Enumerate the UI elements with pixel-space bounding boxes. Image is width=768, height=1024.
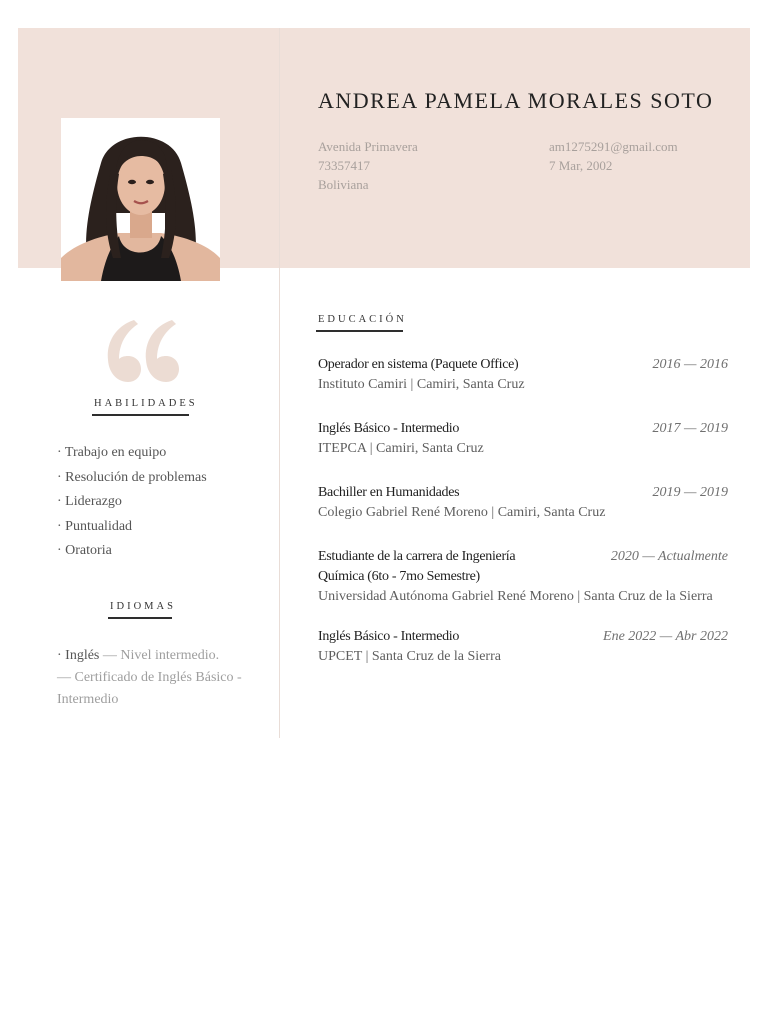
birthdate-text: 7 Mar, 2002	[549, 158, 613, 173]
education-dates: 2016 — 2016	[652, 357, 728, 372]
skills-heading-underline	[92, 414, 189, 416]
education-heading: EDUCACIÓN	[318, 314, 407, 325]
profile-photo	[61, 118, 220, 281]
education-title: Estudiante de la carrera de Ingeniería Química (6to - 7mo Semestre)	[318, 549, 516, 584]
candidate-name: ANDREA PAMELA MORALES SOTO	[318, 88, 714, 113]
portrait-illustration	[61, 118, 220, 281]
skill-item: · Trabajo en equipo	[57, 445, 167, 460]
address-text: Avenida Primavera	[318, 139, 418, 154]
skill-item: · Resolución de problemas	[57, 469, 207, 485]
education-heading-underline	[316, 330, 403, 332]
languages-heading-underline	[108, 617, 172, 619]
education-dates: 2020 — Actualmente	[610, 549, 728, 564]
language-name: · Inglés	[57, 648, 100, 663]
education-title: Inglés Básico - Intermedio	[318, 629, 460, 644]
contact-left	[318, 137, 418, 194]
education-item	[318, 355, 728, 395]
email-text: am1275291@gmail.com	[549, 139, 678, 154]
contact-right	[549, 137, 678, 175]
languages-heading: IDIOMAS	[110, 601, 176, 612]
education-institution: UPCET | Santa Cruz de la Sierra	[318, 649, 501, 664]
column-divider	[279, 28, 280, 738]
languages-block	[57, 645, 272, 711]
skill-item: · Oratoria	[57, 543, 112, 558]
phone-text: 73357417	[318, 158, 370, 173]
education-item	[318, 627, 728, 667]
education-title: Bachiller en Humanidades	[318, 485, 460, 500]
education-item	[318, 483, 728, 523]
skill-item: · Liderazgo	[57, 494, 122, 509]
education-title: Operador en sistema (Paquete Office)	[318, 357, 519, 372]
education-item	[318, 547, 728, 607]
education-institution: ITEPCA | Camiri, Santa Cruz	[318, 441, 484, 456]
education-dates: Ene 2022 — Abr 2022	[603, 629, 728, 644]
skill-item: · Puntualidad	[57, 518, 133, 534]
education-dates: 2017 — 2019	[652, 421, 728, 436]
education-title: Inglés Básico - Intermedio	[318, 421, 460, 436]
nationality-text: Boliviana	[318, 177, 369, 192]
education-institution: Instituto Camiri | Camiri, Santa Cruz	[318, 377, 525, 392]
quote-mark-icon	[104, 316, 180, 388]
education-item	[318, 419, 728, 459]
education-dates: 2019 — 2019	[652, 485, 728, 500]
language-certificate: — Certificado de Inglés Básico - Intermedio	[57, 670, 242, 707]
education-institution: Colegio Gabriel René Moreno | Camiri, Santa Cruz	[318, 505, 606, 520]
skills-list	[57, 441, 207, 564]
skills-heading: HABILIDADES	[94, 398, 198, 409]
education-institution: Universidad Autónoma Gabriel René Moreno | Santa Cruz de la Sierra	[318, 589, 713, 604]
language-level: — Nivel intermedio.	[102, 648, 220, 663]
